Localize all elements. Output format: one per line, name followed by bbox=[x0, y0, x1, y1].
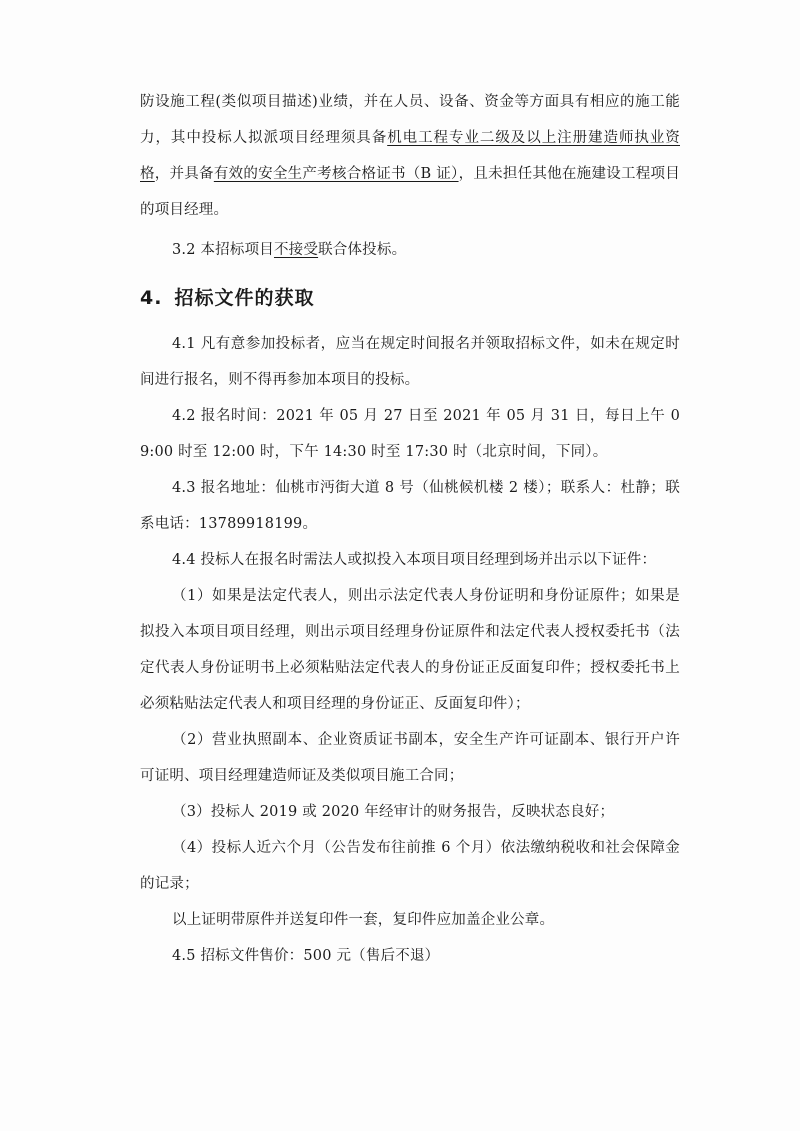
cont-text-1: 防设施工程(类似项目描述)业绩，并在人员、设备、资金等方面具有相应的施工能力，其中投标人拟派项目经理须具备 bbox=[140, 94, 680, 146]
clause-3-2-text-2: 联合体投标。 bbox=[318, 242, 407, 258]
section3-continuation bbox=[140, 84, 680, 228]
clause-4-4: 4.4 投标人在报名时需法人或拟投入本项目项目经理到场并出示以下证件： bbox=[172, 552, 657, 568]
clause-4-3: 4.3 报名地址：仙桃市沔街大道 8 号（仙桃候机楼 2 楼）；联系人：杜静；联系电话：13789918199。 bbox=[140, 480, 680, 532]
clause-4-5: 4.5 招标文件售价：500 元（售后不退） bbox=[172, 948, 440, 964]
clause-3-2-text-1: 3.2 本招标项目 bbox=[172, 242, 274, 258]
clause-4-2: 4.2 报名时间：2021 年 05 月 27 日至 2021 年 05 月 31 日，每日上午 09:00 时至 12:00 时，下午 14:30 时至 17:30 时（北京时间，下同）。 bbox=[140, 408, 680, 460]
clause-4-4-item-4: （4）投标人近六个月（公告发布往前推 6 个月）依法缴纳税收和社会保障金的记录； bbox=[140, 840, 680, 892]
cont-underline-certificate: 有效的安全生产考核合格证书（B 证） bbox=[213, 166, 459, 182]
cont-underline-qualification: 机电工程专业二级及以上注册建造师执业资格 bbox=[140, 130, 680, 182]
section4-heading bbox=[140, 274, 680, 322]
clause-3-2-underline: 不接受 bbox=[273, 242, 319, 258]
clause-4-4-item-3: （3）投标人 2019 或 2020 年经审计的财务报告，反映状态良好； bbox=[172, 804, 615, 820]
cont-text-3: ，且未担任其他在施建设工程项目的项目经理。 bbox=[140, 166, 680, 218]
cont-text-2: ，并具备 bbox=[154, 166, 214, 182]
clause-4-1: 4.1 凡有意参加投标者，应当在规定时间报名并领取招标文件，如未在规定时间进行报名，则不得再参加本项目的投标。 bbox=[140, 336, 680, 388]
clause-4-4-item-2: （2）营业执照副本、企业资质证书副本，安全生产许可证副本、银行开户许可证明、项目经理建造师证及类似项目施工合同； bbox=[140, 732, 680, 784]
page-content bbox=[140, 84, 680, 974]
section4-title: 招标文件的获取 bbox=[174, 287, 315, 309]
clause-4-4-item-1: （1）如果是法定代表人，则出示法定代表人身份证明和身份证原件；如果是拟投入本项目项目经理，则出示项目经理身份证原件和法定代表人授权委托书（法定代表人身份证明书上必须粘贴法定代表人的身份证正反面复印件；授权委托书上必须粘贴法定代表人和项目经理的身份证正、反面复印件）； bbox=[140, 588, 680, 712]
clause-4-4-note: 以上证明带原件并送复印件一套，复印件应加盖企业公章。 bbox=[172, 912, 555, 928]
clause-3-2 bbox=[140, 232, 680, 268]
section4-number: 4. bbox=[140, 287, 163, 309]
